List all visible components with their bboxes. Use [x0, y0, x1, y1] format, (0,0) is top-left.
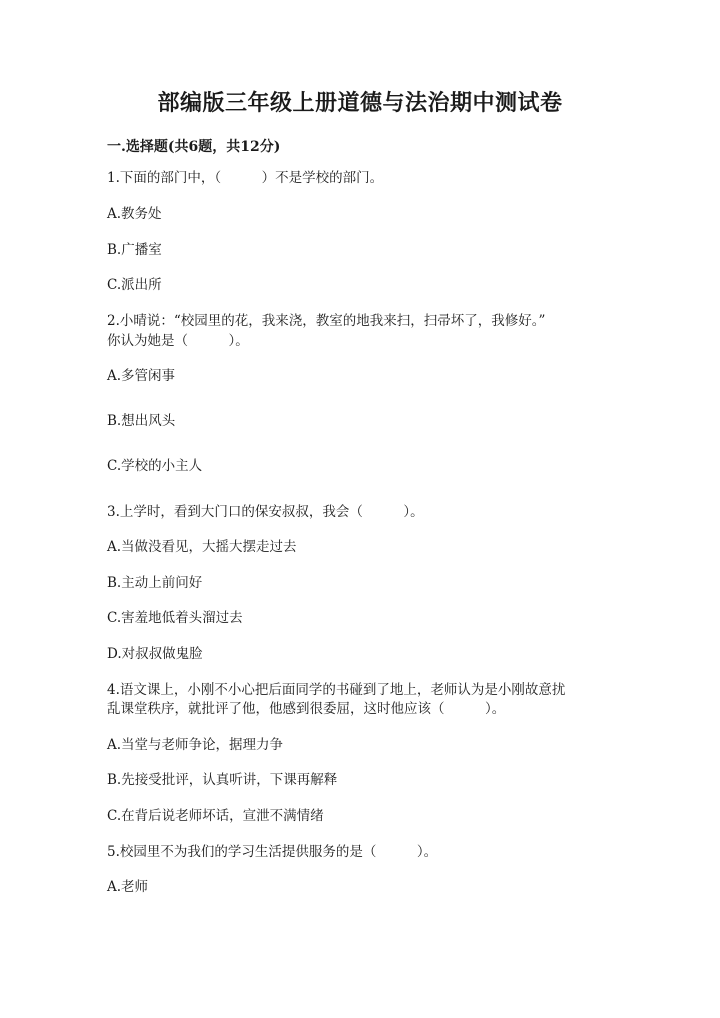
question-4-option-b: B.先接受批评，认真听讲，下课再解释 — [107, 772, 338, 788]
section-heading: 一.选择题(共6题，共12分) — [107, 139, 281, 155]
question-1-stem: 1.下面的部门中，（ ）不是学校的部门。 — [107, 170, 384, 186]
question-4-option-a: A.当堂与老师争论，据理力争 — [107, 737, 284, 753]
page-title: 部编版三年级上册道德与法治期中测试卷 — [157, 90, 563, 116]
question-3-stem: 3.上学时，看到大门口的保安叔叔，我会（ ）。 — [107, 504, 424, 520]
question-4-stem-line-1: 4.语文课上，小刚不小心把后面同学的书碰到了地上，老师认为是小刚故意扰 — [107, 682, 566, 698]
question-1-option-b: B.广播室 — [107, 242, 162, 258]
question-3-option-a: A.当做没看见，大摇大摆走过去 — [107, 539, 297, 555]
question-2-option-b: B.想出风头 — [107, 413, 176, 429]
question-2-stem-line-1: 2.小晴说：“校园里的花，我来浇，教室的地我来扫，扫帚坏了，我修好。” — [107, 313, 546, 329]
question-4-option-c: C.在背后说老师坏话，宣泄不满情绪 — [107, 808, 324, 824]
question-5-option-a: A.老师 — [107, 879, 149, 895]
question-3-option-d: D.对叔叔做鬼脸 — [107, 646, 203, 662]
question-1-option-c: C.派出所 — [107, 277, 162, 293]
question-2-option-c: C.学校的小主人 — [107, 458, 203, 474]
question-2-option-a: A.多管闲事 — [107, 368, 176, 384]
question-4-stem-line-2: 乱课堂秩序，就批评了他，他感到很委屈，这时他应该（ ）。 — [107, 701, 506, 717]
question-3-option-c: C.害羞地低着头溜过去 — [107, 610, 243, 626]
question-5-stem: 5.校园里不为我们的学习生活提供服务的是（ ）。 — [107, 844, 438, 860]
question-1-option-a: A.教务处 — [107, 206, 162, 222]
question-2-stem-line-2: 你认为她是（ ）。 — [107, 333, 249, 349]
question-3-option-b: B.主动上前问好 — [107, 575, 203, 591]
